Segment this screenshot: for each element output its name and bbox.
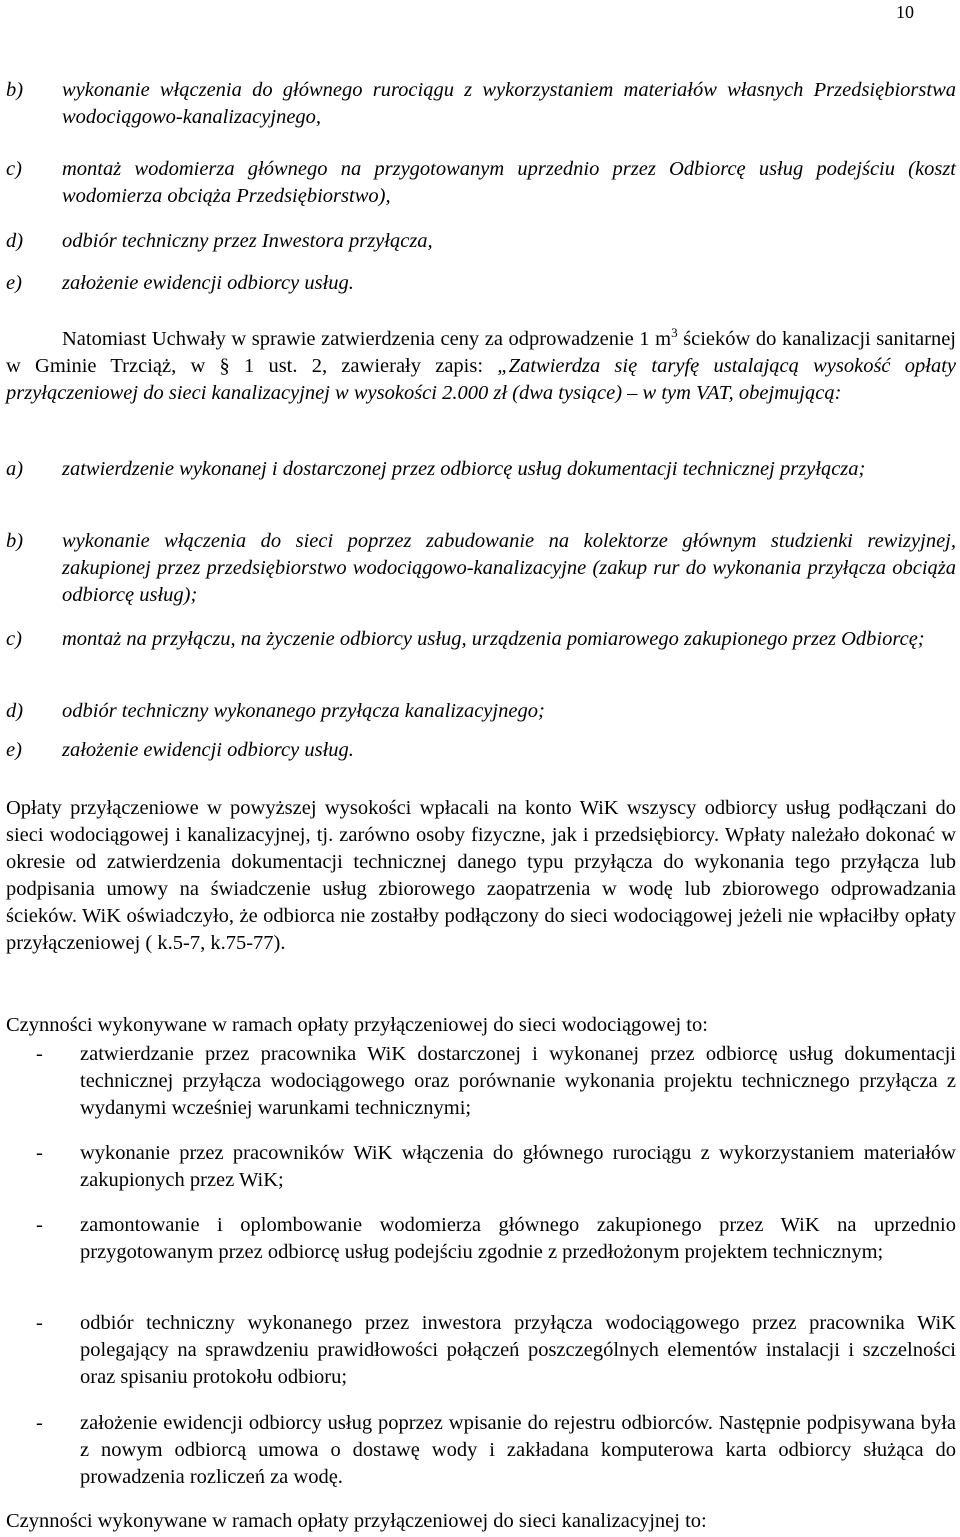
list-item-text: wykonanie włączenia do sieci poprzez zabudowanie na kolektorze głównym studzienki rewizyjnej, zakupionej przez przedsiębiorstwo wodociągowo-kanalizacyjne (zakup rur do wykonania przyłącza obciąża odbiorcę usług); xyxy=(62,530,956,606)
quote-text: „Zatwierdza się taryfę ustalającą wysokość opłaty przyłączeniowej do sieci kanalizacyjnej w wysokości 2.000 zł (dwa tysiące) – w tym VAT, obejmującą: xyxy=(6,355,957,404)
list-marker: a) xyxy=(6,458,24,480)
list2-item-b xyxy=(6,528,956,609)
list-marker: c) xyxy=(6,628,22,650)
list2-item-d xyxy=(6,698,956,725)
list1-item-d xyxy=(6,228,956,255)
list-item-text: założenie ewidencji odbiorcy usług. xyxy=(62,272,354,294)
list2-item-c xyxy=(6,626,956,653)
fees-paragraph: Opłaty przyłączeniowe w powyższej wysokości wpłacali na konto WiK wszyscy odbiorcy usług podłączani do sieci wodociągowej i kanalizacyjnej, tj. zarówno osoby fizyczne, jak i przedsiębiorcy. Wpłaty należało dokonać w okresie od zatwierdzenia dokumentacji technicznej danego typu przyłącza do wykonania tego przyłącza lub podpisania umowy na świadczenie usług zbiorowego zaopatrzenia w wodę lub zbiorowego odprowadzania ścieków. WiK oświadczyło, że odbiorca nie zostałby podłączony do sieci wodociągowej jeżeli nie wpłaciłby opłaty przyłączeniowej ( k.5-7, k.75-77). xyxy=(6,797,956,954)
list-item-text: montaż na przyłączu, na życzenie odbiorcy usług, urządzenia pomiarowego zakupionego przez Odbiorcę; xyxy=(62,628,925,650)
list-item-text: montaż wodomierza głównego na przygotowanym uprzednio przez Odbiorcę usług podejściu (koszt wodomierza obciąża Przedsiębiorstwo), xyxy=(62,158,956,207)
list-marker: d) xyxy=(6,230,24,252)
list-item-text: odbiór techniczny przez Inwestora przyłącza, xyxy=(62,230,433,252)
dash-marker: - xyxy=(36,1312,43,1334)
list-marker: c) xyxy=(6,158,22,180)
water-activity-item xyxy=(6,1041,956,1122)
list-marker: b) xyxy=(6,79,24,101)
list-marker: d) xyxy=(6,700,24,722)
water-activity-item xyxy=(6,1140,956,1194)
list-item-text: zatwierdzanie przez pracownika WiK dostarczonej i wykonanej przez odbiorcę usług dokumentacji technicznej przyłącza wodociągowego oraz porównanie wykonania projektu technicznego przyłącza z wydanymi wcześniej warunkami technicznymi; xyxy=(80,1043,956,1119)
list-item-text: zamontowanie i oplombowanie wodomierza głównego zakupionego przez WiK na uprzednio przygotowanym przez odbiorcę usług podejściu zgodnie z przedłożonym projektem technicznym; xyxy=(80,1214,956,1263)
sewer-activities-heading: Czynności wykonywane w ramach opłaty przyłączeniowej do sieci kanalizacyjnej to: xyxy=(6,1510,707,1532)
list1-item-e xyxy=(6,270,956,297)
list-marker: e) xyxy=(6,739,22,761)
dash-marker: - xyxy=(36,1412,43,1434)
list1-item-b xyxy=(6,77,956,131)
list2-item-e xyxy=(6,737,956,764)
resolution-paragraph xyxy=(6,326,956,407)
water-activity-item xyxy=(6,1310,956,1391)
water-activities-heading: Czynności wykonywane w ramach opłaty przyłączeniowej do sieci wodociągowej to: xyxy=(6,1014,708,1036)
list-item-text: zatwierdzenie wykonanej i dostarczonej przez odbiorcę usług dokumentacji technicznej przyłącza; xyxy=(62,458,866,480)
list-item-text: wykonanie przez pracowników WiK włączenia do głównego rurociągu z wykorzystaniem materiałów zakupionych przez WiK; xyxy=(80,1142,956,1191)
list-item-text: założenie ewidencji odbiorcy usług poprzez wpisanie do rejestru odbiorców. Następnie podpisywana była z nowym odbiorcą umowa o dostawę wody i zakładana komputerowa karta odbiorcy służąca do prowadzenia rozliczeń za wodę. xyxy=(80,1412,956,1488)
list1-item-c xyxy=(6,156,956,210)
superscript: 3 xyxy=(671,325,678,341)
list-item-text: wykonanie włączenia do głównego rurociągu z wykorzystaniem materiałów własnych Przedsiębiorstwa wodociągowo-kanalizacyjnego, xyxy=(62,79,956,128)
list-item-text: odbiór techniczny wykonanego przyłącza kanalizacyjnego; xyxy=(62,700,545,722)
dash-marker: - xyxy=(36,1142,43,1164)
paragraph-rest: ścieków do kanalizacji sanitarnej w Gminie Trzciąż, w § 1 ust. 2, zawierały zapis: xyxy=(6,328,956,377)
list-marker: b) xyxy=(6,530,24,552)
list-item-text: odbiór techniczny wykonanego przez inwestora przyłącza wodociągowego przez pracownika WiK polegający na sprawdzeniu prawidłowości połączeń poszczególnych elementów instalacji i szczelności oraz spisaniu protokołu odbioru; xyxy=(80,1312,956,1388)
dash-marker: - xyxy=(36,1043,43,1065)
list-item-text: założenie ewidencji odbiorcy usług. xyxy=(62,739,354,761)
water-activity-item xyxy=(6,1212,956,1266)
paragraph-lead: Natomiast Uchwały w sprawie zatwierdzenia ceny za odprowadzenie 1 m xyxy=(62,328,672,350)
list-marker: e) xyxy=(6,272,22,294)
water-activity-item xyxy=(6,1410,956,1491)
dash-marker: - xyxy=(36,1214,43,1236)
page-number: 10 xyxy=(896,2,914,22)
list2-item-a xyxy=(6,456,956,483)
